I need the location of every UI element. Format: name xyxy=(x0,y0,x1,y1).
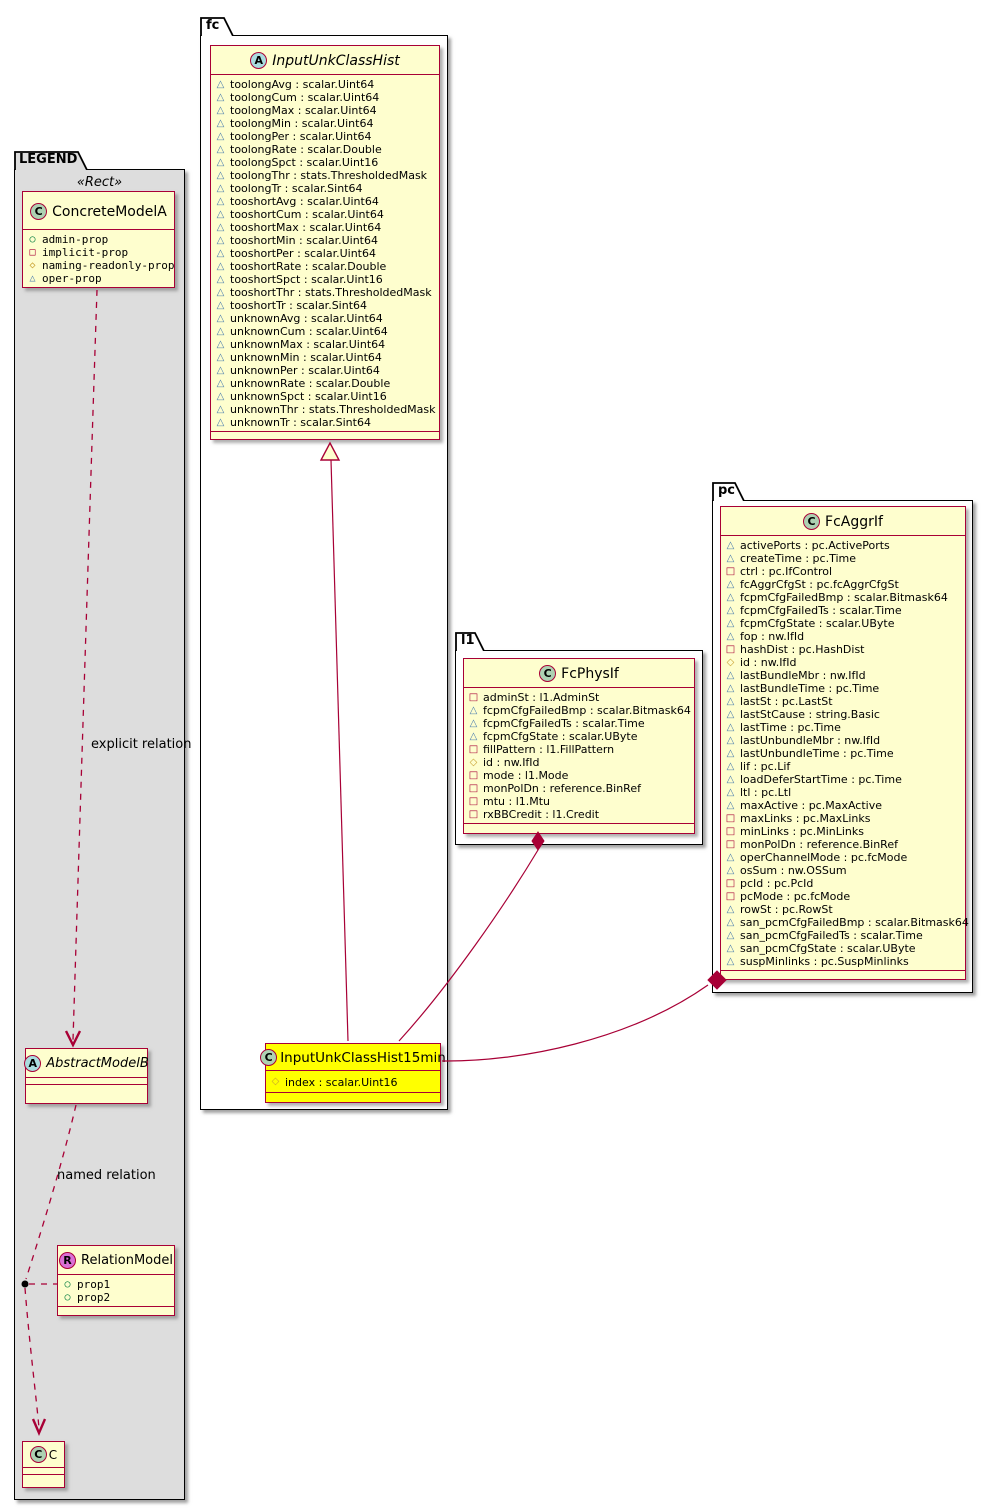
prop-kind-icon: ◇ xyxy=(271,1076,280,1087)
prop-kind-icon: △ xyxy=(216,364,225,376)
class-name: ConcreteModelA xyxy=(52,203,167,220)
class-name: RelationModel xyxy=(81,1253,173,1268)
prop-kind-icon: △ xyxy=(726,630,735,642)
attribute-text: id : nw.IfId xyxy=(740,656,797,669)
attribute-text: toolongMin : scalar.Uint64 xyxy=(230,117,374,130)
attribute-row xyxy=(725,942,961,955)
package-legend-tab-label: LEGEND xyxy=(19,152,78,167)
named-relation-label: named relation xyxy=(57,1168,156,1183)
class-c-title xyxy=(23,1442,64,1468)
prop-kind-icon: △ xyxy=(216,377,225,389)
attribute-text: oper-prop xyxy=(42,272,102,285)
attribute-row xyxy=(725,760,961,773)
class-spot-icon: C xyxy=(260,1049,277,1066)
prop-kind-icon: △ xyxy=(726,617,735,629)
prop-kind-icon: △ xyxy=(216,117,225,129)
class-fc-phys-if-fields xyxy=(464,688,694,823)
class-input-unk-class-hist-title xyxy=(211,46,439,75)
prop-kind-icon: △ xyxy=(469,730,478,742)
prop-kind-icon: △ xyxy=(726,708,735,720)
attribute-text: monPolDn : reference.BinRef xyxy=(740,838,898,851)
prop-kind-icon: △ xyxy=(726,591,735,603)
prop-kind-icon: △ xyxy=(216,299,225,311)
attribute-row xyxy=(725,877,961,890)
attribute-row xyxy=(468,691,690,704)
prop-kind-icon: △ xyxy=(726,721,735,733)
package-pc-tab-label: pc xyxy=(718,483,736,498)
prop-kind-icon: △ xyxy=(216,78,225,90)
prop-kind-icon: △ xyxy=(216,338,225,350)
attribute-row xyxy=(725,955,961,968)
attribute-row xyxy=(725,916,969,929)
attribute-text: monPolDn : reference.BinRef xyxy=(483,782,641,795)
attribute-row xyxy=(725,565,961,578)
prop-kind-icon: △ xyxy=(726,916,735,928)
prop-kind-icon: △ xyxy=(726,864,735,876)
attribute-text: tooshortRate : scalar.Double xyxy=(230,260,387,273)
class-name: FcPhysIf xyxy=(561,665,619,682)
attribute-text: suspMinlinks : pc.SuspMinlinks xyxy=(740,955,909,968)
prop-kind-icon: □ xyxy=(725,877,736,889)
attribute-row xyxy=(725,825,961,838)
attribute-row xyxy=(215,156,435,169)
prop-kind-icon: △ xyxy=(726,578,735,590)
attribute-text: rxBBCredit : l1.Credit xyxy=(483,808,600,821)
prop-kind-icon: △ xyxy=(216,416,225,428)
prop-kind-icon: ◇ xyxy=(726,656,735,668)
class-spot-icon: A xyxy=(24,1055,41,1072)
attribute-text: tooshortThr : stats.ThresholdedMask xyxy=(230,286,432,299)
attribute-row xyxy=(725,799,961,812)
class-relation-model xyxy=(57,1245,175,1316)
package-fc-tab-label: fc xyxy=(206,18,220,33)
attribute-text: pcMode : pc.fcMode xyxy=(740,890,851,903)
attribute-row xyxy=(215,312,435,325)
attribute-row xyxy=(27,246,170,259)
class-methods-compartment xyxy=(58,1306,174,1315)
attribute-text: toolongRate : scalar.Double xyxy=(230,143,382,156)
attribute-row xyxy=(725,656,961,669)
attribute-text: fcAggrCfgSt : pc.fcAggrCfgSt xyxy=(740,578,899,591)
prop-kind-icon: △ xyxy=(216,104,225,116)
attribute-text: lastStCause : string.Basic xyxy=(740,708,880,721)
attribute-row xyxy=(725,695,961,708)
prop-kind-icon: □ xyxy=(468,769,479,781)
prop-kind-icon: △ xyxy=(216,390,225,402)
attribute-row xyxy=(725,630,961,643)
attribute-text: toolongThr : stats.ThresholdedMask xyxy=(230,169,428,182)
prop-kind-icon: ○ xyxy=(64,1278,71,1290)
attribute-text: unknownMin : scalar.Uint64 xyxy=(230,351,382,364)
class-concrete-model-a-fields xyxy=(23,230,174,287)
prop-kind-icon: □ xyxy=(468,743,479,755)
legend-stereotype: «Rect» xyxy=(76,175,123,190)
class-spot-icon: A xyxy=(250,52,267,69)
attribute-text: toolongMax : scalar.Uint64 xyxy=(230,104,377,117)
attribute-text: fcpmCfgFailedBmp : scalar.Bitmask64 xyxy=(740,591,948,604)
attribute-text: adminSt : l1.AdminSt xyxy=(483,691,600,704)
prop-kind-icon: ◇ xyxy=(469,756,478,768)
attribute-row xyxy=(215,104,435,117)
prop-kind-icon: △ xyxy=(726,760,735,772)
prop-kind-icon: △ xyxy=(726,669,735,681)
class-relation-model-title xyxy=(58,1246,174,1275)
attribute-row xyxy=(725,591,961,604)
prop-kind-icon: △ xyxy=(216,91,225,103)
attribute-text: fop : nw.IfId xyxy=(740,630,805,643)
attribute-text: mtu : l1.Mtu xyxy=(483,795,551,808)
prop-kind-icon: △ xyxy=(726,942,735,954)
attribute-row xyxy=(215,169,435,182)
attribute-row xyxy=(62,1278,170,1291)
prop-kind-icon: △ xyxy=(726,929,735,941)
attribute-text: lastUnbundleMbr : nw.IfId xyxy=(740,734,881,747)
attribute-row xyxy=(725,812,961,825)
prop-kind-icon: □ xyxy=(725,812,736,824)
attribute-row xyxy=(468,704,690,717)
class-input-unk-class-hist-15min-fields xyxy=(266,1071,440,1092)
attribute-row xyxy=(725,539,961,552)
attribute-row xyxy=(725,643,961,656)
attribute-row xyxy=(725,682,961,695)
attribute-row xyxy=(215,117,435,130)
attribute-text: operChannelMode : pc.fcMode xyxy=(740,851,908,864)
attribute-text: lastSt : pc.LastSt xyxy=(740,695,833,708)
attribute-row xyxy=(215,273,435,286)
prop-kind-icon: △ xyxy=(726,604,735,616)
attribute-text: tooshortCum : scalar.Uint64 xyxy=(230,208,384,221)
class-name: FcAggrIf xyxy=(825,513,883,530)
prop-kind-icon: □ xyxy=(725,838,736,850)
attribute-row xyxy=(215,195,435,208)
attribute-text: loadDeferStartTime : pc.Time xyxy=(740,773,902,786)
prop-kind-icon: △ xyxy=(726,747,735,759)
class-c xyxy=(22,1441,65,1488)
attribute-text: tooshortTr : scalar.Sint64 xyxy=(230,299,368,312)
attribute-row xyxy=(215,416,435,429)
attribute-text: lastTime : pc.Time xyxy=(740,721,841,734)
attribute-text: unknownTr : scalar.Sint64 xyxy=(230,416,371,429)
class-name: InputUnkClassHist15min xyxy=(280,1049,446,1066)
attribute-row xyxy=(725,734,961,747)
attribute-row xyxy=(215,247,435,260)
class-fc-phys-if xyxy=(463,658,695,834)
prop-kind-icon: △ xyxy=(216,130,225,142)
attribute-text: pcId : pc.PcId xyxy=(740,877,814,890)
class-methods-compartment xyxy=(23,1474,64,1487)
attribute-row xyxy=(215,91,435,104)
attribute-row xyxy=(215,325,435,338)
attribute-text: maxActive : pc.MaxActive xyxy=(740,799,882,812)
prop-kind-icon: △ xyxy=(726,539,735,551)
attribute-row xyxy=(468,795,690,808)
class-methods-compartment xyxy=(464,823,694,833)
prop-kind-icon: △ xyxy=(216,403,225,415)
class-spot-icon: C xyxy=(803,513,820,530)
prop-kind-icon: □ xyxy=(29,246,36,258)
attribute-text: san_pcmCfgState : scalar.UByte xyxy=(740,942,916,955)
class-methods-compartment xyxy=(23,287,174,295)
class-spot-icon: R xyxy=(59,1252,76,1269)
prop-kind-icon: △ xyxy=(216,247,225,259)
attribute-text: unknownCum : scalar.Uint64 xyxy=(230,325,388,338)
prop-kind-icon: △ xyxy=(726,734,735,746)
prop-kind-icon: △ xyxy=(469,717,478,729)
package-l1-tab-label: l1 xyxy=(461,633,475,648)
attribute-text: toolongSpct : scalar.Uint16 xyxy=(230,156,379,169)
prop-kind-icon: △ xyxy=(216,195,225,207)
prop-kind-icon: △ xyxy=(726,786,735,798)
prop-kind-icon: □ xyxy=(468,808,479,820)
attribute-row xyxy=(215,208,435,221)
explicit-relation-label: explicit relation xyxy=(91,737,192,752)
attribute-row xyxy=(468,769,690,782)
attribute-text: tooshortMax : scalar.Uint64 xyxy=(230,221,382,234)
prop-kind-icon: △ xyxy=(216,221,225,233)
prop-kind-icon: △ xyxy=(726,955,735,967)
prop-kind-icon: △ xyxy=(726,851,735,863)
attribute-text: fcpmCfgState : scalar.UByte xyxy=(740,617,895,630)
attribute-text: ctrl : pc.IfControl xyxy=(740,565,833,578)
attribute-text: tooshortPer : scalar.Uint64 xyxy=(230,247,376,260)
attribute-row xyxy=(725,721,961,734)
attribute-row xyxy=(215,351,435,364)
prop-kind-icon: △ xyxy=(216,208,225,220)
attribute-text: unknownMax : scalar.Uint64 xyxy=(230,338,386,351)
class-name: AbstractModelB xyxy=(46,1056,149,1071)
attribute-text: fillPattern : l1.FillPattern xyxy=(483,743,615,756)
attribute-text: id : nw.IfId xyxy=(483,756,540,769)
class-fc-aggr-if xyxy=(720,506,969,980)
attribute-row xyxy=(215,221,435,234)
class-abstract-model-b-title xyxy=(26,1049,147,1078)
prop-kind-icon: △ xyxy=(216,156,225,168)
attribute-text: unknownRate : scalar.Double xyxy=(230,377,391,390)
composition-fcaggrif-to-15min xyxy=(442,971,726,1061)
class-fc-aggr-if-title xyxy=(721,507,965,536)
attribute-text: tooshortMin : scalar.Uint64 xyxy=(230,234,378,247)
attribute-row xyxy=(725,708,961,721)
attribute-text: osSum : nw.OSSum xyxy=(740,864,847,877)
attribute-row xyxy=(215,299,435,312)
attribute-text: rowSt : pc.RowSt xyxy=(740,903,833,916)
class-fc-aggr-if-fields xyxy=(721,536,969,970)
attribute-row xyxy=(62,1291,170,1304)
class-name: InputUnkClassHist xyxy=(272,52,400,69)
attribute-text: admin-prop xyxy=(42,233,109,246)
attribute-row xyxy=(725,552,961,565)
attribute-text: toolongAvg : scalar.Uint64 xyxy=(230,78,375,91)
attribute-text: fcpmCfgFailedTs : scalar.Time xyxy=(740,604,902,617)
class-methods-compartment xyxy=(211,431,439,439)
class-relation-model-fields xyxy=(58,1275,174,1306)
attribute-row xyxy=(725,890,961,903)
prop-kind-icon: △ xyxy=(216,351,225,363)
attribute-row xyxy=(215,130,435,143)
class-input-unk-class-hist-fields xyxy=(211,75,439,431)
attribute-row xyxy=(725,604,961,617)
class-methods-compartment xyxy=(721,970,965,979)
attribute-text: createTime : pc.Time xyxy=(740,552,856,565)
attribute-row xyxy=(468,743,690,756)
attribute-text: implicit-prop xyxy=(42,246,129,259)
attribute-row xyxy=(725,851,961,864)
prop-kind-icon: △ xyxy=(216,312,225,324)
attribute-row xyxy=(725,786,961,799)
prop-kind-icon: △ xyxy=(216,286,225,298)
prop-kind-icon: △ xyxy=(216,260,225,272)
attribute-row xyxy=(215,234,435,247)
attribute-row xyxy=(468,782,690,795)
attribute-text: unknownAvg : scalar.Uint64 xyxy=(230,312,383,325)
attribute-row xyxy=(725,617,961,630)
attribute-text: fcpmCfgFailedBmp : scalar.Bitmask64 xyxy=(483,704,691,717)
prop-kind-icon: △ xyxy=(726,773,735,785)
attribute-text: naming-readonly-prop xyxy=(42,259,175,272)
class-input-unk-class-hist-15min xyxy=(264,1043,446,1103)
attribute-row xyxy=(725,929,961,942)
attribute-row xyxy=(215,182,435,195)
prop-kind-icon: □ xyxy=(725,890,736,902)
prop-kind-icon: □ xyxy=(725,565,736,577)
attribute-text: fcpmCfgFailedTs : scalar.Time xyxy=(483,717,645,730)
attribute-row xyxy=(468,730,690,743)
prop-kind-icon: □ xyxy=(725,825,736,837)
attribute-text: index : scalar.Uint16 xyxy=(285,1075,398,1089)
prop-kind-icon: ◇ xyxy=(29,259,36,271)
attribute-text: san_pcmCfgFailedBmp : scalar.Bitmask64 xyxy=(740,916,969,929)
class-spot-icon: C xyxy=(539,665,556,682)
prop-kind-icon: ○ xyxy=(64,1291,71,1303)
attribute-row xyxy=(27,272,170,285)
attribute-row xyxy=(725,903,961,916)
class-input-unk-class-hist-15min-title xyxy=(264,1044,446,1071)
class-fc-phys-if-title xyxy=(464,659,694,688)
prop-kind-icon: △ xyxy=(216,325,225,337)
prop-kind-icon: ○ xyxy=(29,233,36,245)
prop-kind-icon: □ xyxy=(725,643,736,655)
attribute-row xyxy=(215,364,435,377)
attribute-row xyxy=(215,78,435,91)
prop-kind-icon: △ xyxy=(726,799,735,811)
prop-kind-icon: △ xyxy=(216,169,225,181)
attribute-row xyxy=(725,864,961,877)
attribute-text: lif : pc.Lif xyxy=(740,760,791,773)
class-spot-icon: C xyxy=(30,1446,47,1463)
class-methods-compartment xyxy=(266,1092,440,1102)
prop-kind-icon: □ xyxy=(468,795,479,807)
attribute-row xyxy=(215,377,435,390)
attribute-row xyxy=(725,838,961,851)
attribute-text: san_pcmCfgFailedTs : scalar.Time xyxy=(740,929,923,942)
prop-kind-icon: △ xyxy=(726,682,735,694)
attribute-row xyxy=(725,747,961,760)
prop-kind-icon: △ xyxy=(216,273,225,285)
attribute-row xyxy=(270,1074,436,1090)
class-methods-compartment xyxy=(26,1084,147,1103)
attribute-text: lastBundleTime : pc.Time xyxy=(740,682,880,695)
class-name: C xyxy=(48,1447,58,1462)
attribute-text: unknownPer : scalar.Uint64 xyxy=(230,364,380,377)
class-spot-icon: C xyxy=(30,203,47,220)
attribute-row xyxy=(215,143,435,156)
attribute-text: toolongPer : scalar.Uint64 xyxy=(230,130,372,143)
prop-kind-icon: △ xyxy=(216,143,225,155)
attribute-row xyxy=(215,390,435,403)
attribute-text: toolongTr : scalar.Sint64 xyxy=(230,182,363,195)
class-abstract-model-b xyxy=(25,1048,148,1104)
attribute-row xyxy=(468,808,690,821)
attribute-row xyxy=(27,233,170,246)
class-concrete-model-a-title xyxy=(23,192,174,230)
attribute-row xyxy=(468,756,690,769)
class-concrete-model-a xyxy=(22,191,175,288)
prop-kind-icon: △ xyxy=(726,552,735,564)
attribute-text: maxLinks : pc.MaxLinks xyxy=(740,812,871,825)
attribute-text: activePorts : pc.ActivePorts xyxy=(740,539,890,552)
attribute-row xyxy=(27,259,175,272)
attribute-text: mode : l1.Mode xyxy=(483,769,569,782)
attribute-text: fcpmCfgState : scalar.UByte xyxy=(483,730,638,743)
attribute-row xyxy=(725,773,961,786)
attribute-row xyxy=(215,338,435,351)
attribute-row xyxy=(215,403,435,416)
class-input-unk-class-hist xyxy=(210,45,440,440)
attribute-text: unknownThr : stats.ThresholdedMask xyxy=(230,403,436,416)
prop-kind-icon: △ xyxy=(726,903,735,915)
prop-kind-icon: □ xyxy=(468,691,479,703)
prop-kind-icon: △ xyxy=(469,704,478,716)
attribute-row xyxy=(725,669,961,682)
attribute-text: hashDist : pc.HashDist xyxy=(740,643,865,656)
attribute-text: ltl : pc.Ltl xyxy=(740,786,792,799)
attribute-row xyxy=(215,260,435,273)
prop-kind-icon: □ xyxy=(468,782,479,794)
prop-kind-icon: △ xyxy=(216,234,225,246)
attribute-text: minLinks : pc.MinLinks xyxy=(740,825,865,838)
attribute-text: lastBundleMbr : nw.IfId xyxy=(740,669,866,682)
prop-kind-icon: △ xyxy=(29,272,36,284)
attribute-text: prop1 xyxy=(77,1278,111,1291)
attribute-text: toolongCum : scalar.Uint64 xyxy=(230,91,380,104)
prop-kind-icon: △ xyxy=(216,182,225,194)
attribute-text: unknownSpct : scalar.Uint16 xyxy=(230,390,387,403)
attribute-row xyxy=(725,578,961,591)
attribute-row xyxy=(215,286,435,299)
attribute-text: tooshortAvg : scalar.Uint64 xyxy=(230,195,379,208)
attribute-text: lastUnbundleTime : pc.Time xyxy=(740,747,894,760)
prop-kind-icon: △ xyxy=(726,695,735,707)
attribute-row xyxy=(468,717,690,730)
attribute-text: tooshortSpct : scalar.Uint16 xyxy=(230,273,383,286)
attribute-text: prop2 xyxy=(77,1291,111,1304)
